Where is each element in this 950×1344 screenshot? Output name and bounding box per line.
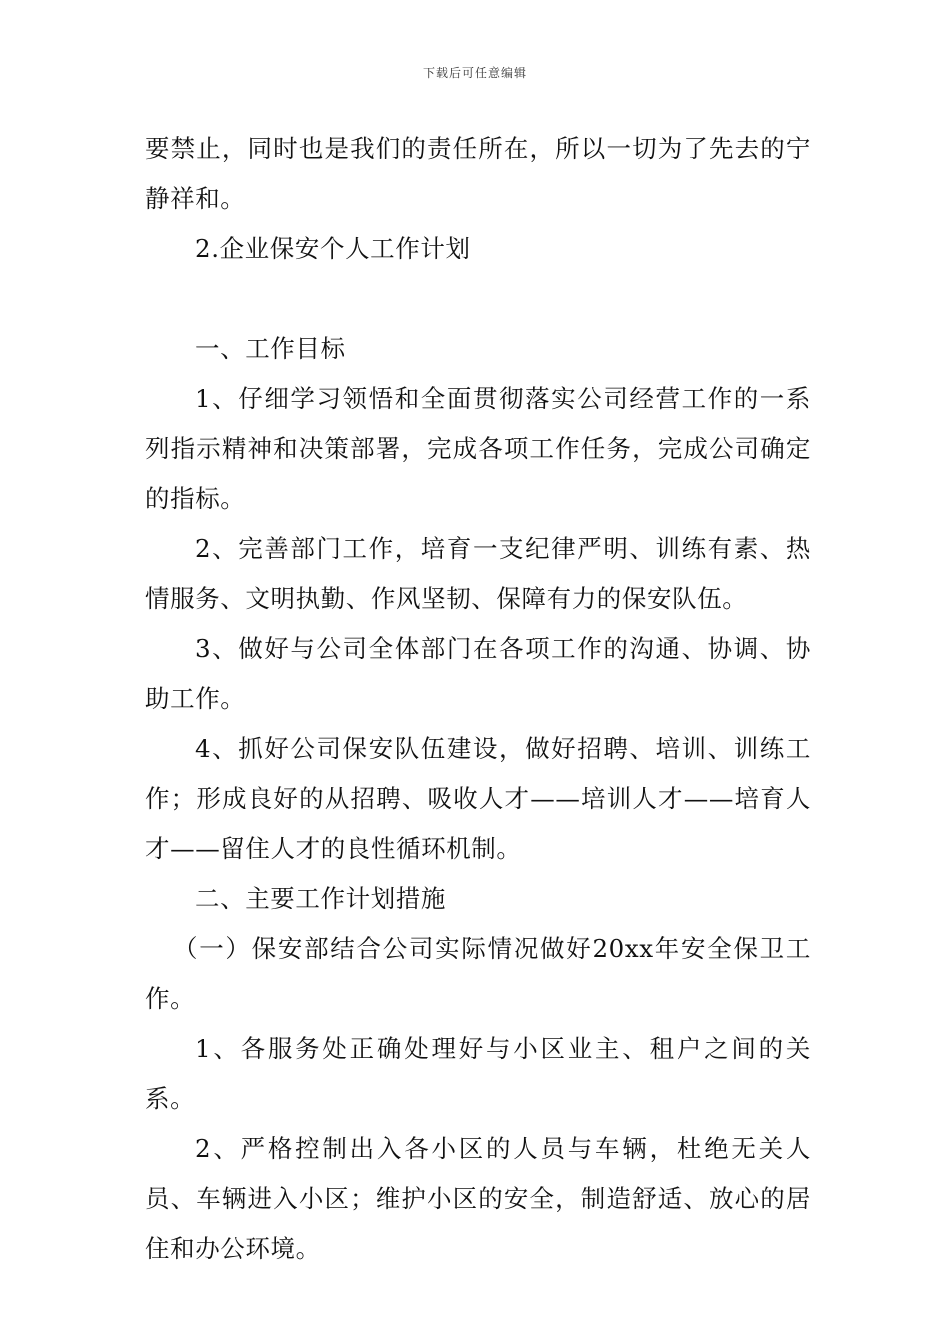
goal-item-3: 3、做好与公司全体部门在各项工作的沟通、协调、协助工作。 bbox=[145, 634, 811, 713]
blank-line bbox=[145, 274, 811, 324]
section-title-plan: 2.企业保安个人工作计划 bbox=[195, 234, 471, 263]
heading-main-measures: 二、主要工作计划措施 bbox=[195, 884, 446, 913]
goal-item-4: 4、抓好公司保安队伍建设，做好招聘、培训、训练工作；形成良好的从招聘、吸收人才——培训人才——培育人才——留住人才的良性循环机制。 bbox=[145, 734, 811, 863]
goal-item-1: 1、仔细学习领悟和全面贯彻落实公司经营工作的一系列指示精神和决策部署，完成各项工作任务，完成公司确定的指标。 bbox=[145, 384, 811, 513]
document-body bbox=[145, 124, 811, 1274]
measure-item-1: 1、各服务处正确处理好与小区业主、租户之间的关系。 bbox=[145, 1034, 811, 1113]
heading-work-goals: 一、工作目标 bbox=[195, 334, 346, 363]
paragraph-continuation: 要禁止，同时也是我们的责任所在，所以一切为了先去的宁静祥和。 bbox=[145, 134, 811, 213]
subheading-security-work: （一）保安部结合公司实际情况做好20xx年安全保卫工作。 bbox=[145, 934, 811, 1013]
goal-item-2: 2、完善部门工作，培育一支纪律严明、训练有素、热情服务、文明执勤、作风坚韧、保障有力的保安队伍。 bbox=[145, 534, 811, 613]
header-note: 下载后可任意编辑 bbox=[422, 66, 527, 80]
measure-item-2: 2、严格控制出入各小区的人员与车辆，杜绝无关人员、车辆进入小区；维护小区的安全，制造舒适、放心的居住和办公环境。 bbox=[145, 1134, 811, 1263]
